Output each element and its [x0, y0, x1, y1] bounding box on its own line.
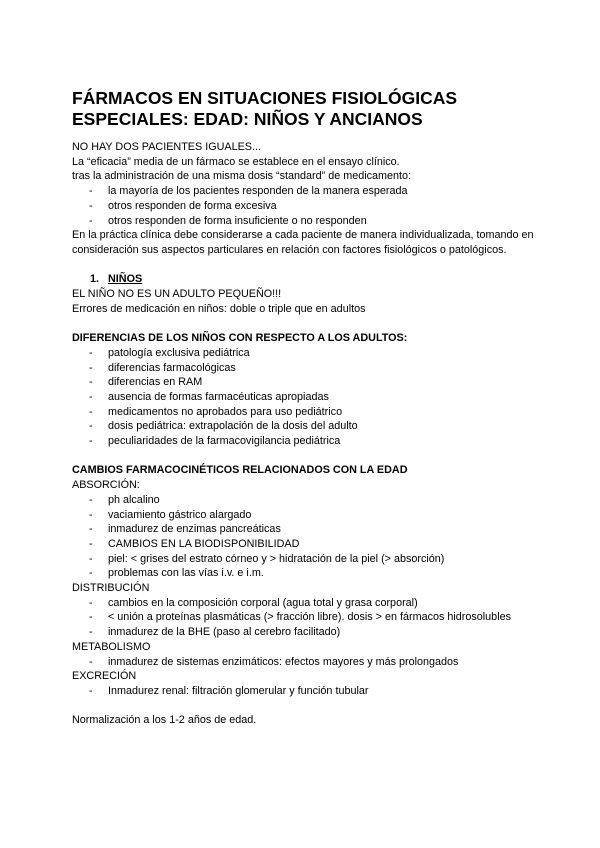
list-item: - patología exclusiva pediátrica: [89, 346, 250, 359]
section-1-line-1: EL NIÑO NO ES UN ADULTO PEQUEÑO!!!: [72, 288, 282, 301]
list-item: - CAMBIOS EN LA BIODISPONIBILIDAD: [89, 537, 300, 550]
intro-line-1: NO HAY DOS PACIENTES IGUALES...: [72, 141, 261, 153]
distribucion-list: [72, 596, 552, 640]
bullet-dash: -: [89, 508, 93, 521]
bullet-dash: -: [89, 376, 93, 389]
bullet-dash: -: [89, 596, 93, 609]
list-item: - diferencias en RAM: [89, 376, 203, 389]
intro-paragraph: En la práctica clínica debe considerarse a cada paciente de manera individualizada, tomando en consideración sus aspectos particulares en relación con factores fisiológicos o patológicos.: [72, 229, 534, 256]
bullet-dash: -: [89, 684, 93, 697]
section-1-heading: [72, 272, 552, 287]
differences-list: [72, 346, 552, 449]
bullet-dash: -: [89, 537, 93, 550]
document-title: [72, 88, 552, 130]
bullet-dash: -: [89, 405, 93, 418]
bullet-dash: -: [89, 361, 93, 374]
bullet-dash: -: [89, 552, 93, 565]
excrecion-label: EXCRECIÓN: [72, 670, 137, 683]
list-item: - problemas con las vías i.v. e i.m.: [89, 567, 264, 580]
bullet-dash: -: [89, 420, 93, 433]
distribucion-label: DISTRIBUCIÓN: [72, 582, 150, 595]
list-item: - piel: < grises del estrato córneo y > hidratación de la piel (> absorción): [89, 552, 445, 565]
excrecion-list: [72, 684, 552, 699]
bullet-dash: -: [89, 626, 93, 639]
list-item: - otros responden de forma excesiva: [89, 199, 277, 212]
section-title: NIÑOS: [108, 273, 143, 286]
list-item: - ph alcalino: [89, 493, 160, 506]
list-item: - otros responden de forma insuficiente o no responden: [89, 214, 367, 227]
bullet-dash: -: [89, 390, 93, 403]
bullet-dash: -: [89, 655, 93, 668]
list-item: - Inmadurez renal: filtración glomerular y función tubular: [89, 684, 369, 697]
list-item: - < unión a proteínas plasmáticas (> fracción libre). dosis > en fármacos hidrosolubles: [89, 611, 511, 624]
absorcion-list: [72, 493, 552, 581]
bullet-dash: -: [89, 346, 93, 359]
bullet-dash: -: [89, 523, 93, 536]
list-item: - ausencia de formas farmacéuticas apropiadas: [89, 390, 329, 403]
metabolismo-list: [72, 655, 552, 670]
title-line-1: FÁRMACOS EN SITUACIONES FISIOLÓGICAS: [72, 88, 458, 108]
intro-line-2: La “eficacia” media de un fármaco se establece en el ensayo clínico.: [72, 155, 400, 168]
absorcion-label: ABSORCIÓN:: [72, 479, 140, 492]
bullet-dash: -: [89, 567, 93, 580]
intro-list: [72, 184, 552, 228]
bullet-dash: -: [89, 493, 93, 506]
metabolismo-label: METABOLISMO: [72, 640, 151, 653]
list-item: - dosis pediátrica: extrapolación de la dosis del adulto: [89, 420, 358, 433]
list-item: - inmadurez de sistemas enzimáticos: efectos mayores y más prolongados: [89, 655, 459, 668]
title-line-2: ESPECIALES: EDAD: NIÑOS Y ANCIANOS: [72, 109, 423, 129]
list-item: - vaciamiento gástrico alargado: [89, 508, 252, 521]
footer-note: Normalización a los 1-2 años de edad.: [72, 714, 257, 727]
list-item: - diferencias farmacológicas: [89, 361, 236, 374]
bullet-dash: -: [89, 199, 93, 212]
document-page: [72, 88, 552, 728]
intro-line-3: tras la administración de una misma dosis “standard” de medicamento:: [72, 170, 412, 183]
bullet-dash: -: [89, 185, 93, 198]
list-item: - la mayoría de los pacientes responden de la manera esperada: [89, 185, 408, 198]
bullet-dash: -: [89, 435, 93, 448]
bullet-dash: -: [89, 214, 93, 227]
list-item: - inmadurez de la BHE (paso al cerebro facilitado): [89, 626, 341, 639]
section-1-line-2: Errores de medicación en niños: doble o triple que en adultos: [72, 302, 366, 315]
list-item: - peculiaridades de la farmacovigilancia pediátrica: [89, 435, 341, 448]
bullet-dash: -: [89, 611, 93, 624]
list-item: - medicamentos no aprobados para uso pediátrico: [89, 405, 343, 418]
list-item: - inmadurez de enzimas pancreáticas: [89, 523, 281, 536]
section-number: 1.: [90, 273, 100, 286]
list-item: - cambios en la composición corporal (agua total y grasa corporal): [89, 596, 418, 609]
changes-heading: CAMBIOS FARMACOCINÉTICOS RELACIONADOS CON LA EDAD: [72, 464, 408, 477]
differences-heading: DIFERENCIAS DE LOS NIÑOS CON RESPECTO A LOS ADULTOS:: [72, 332, 408, 345]
